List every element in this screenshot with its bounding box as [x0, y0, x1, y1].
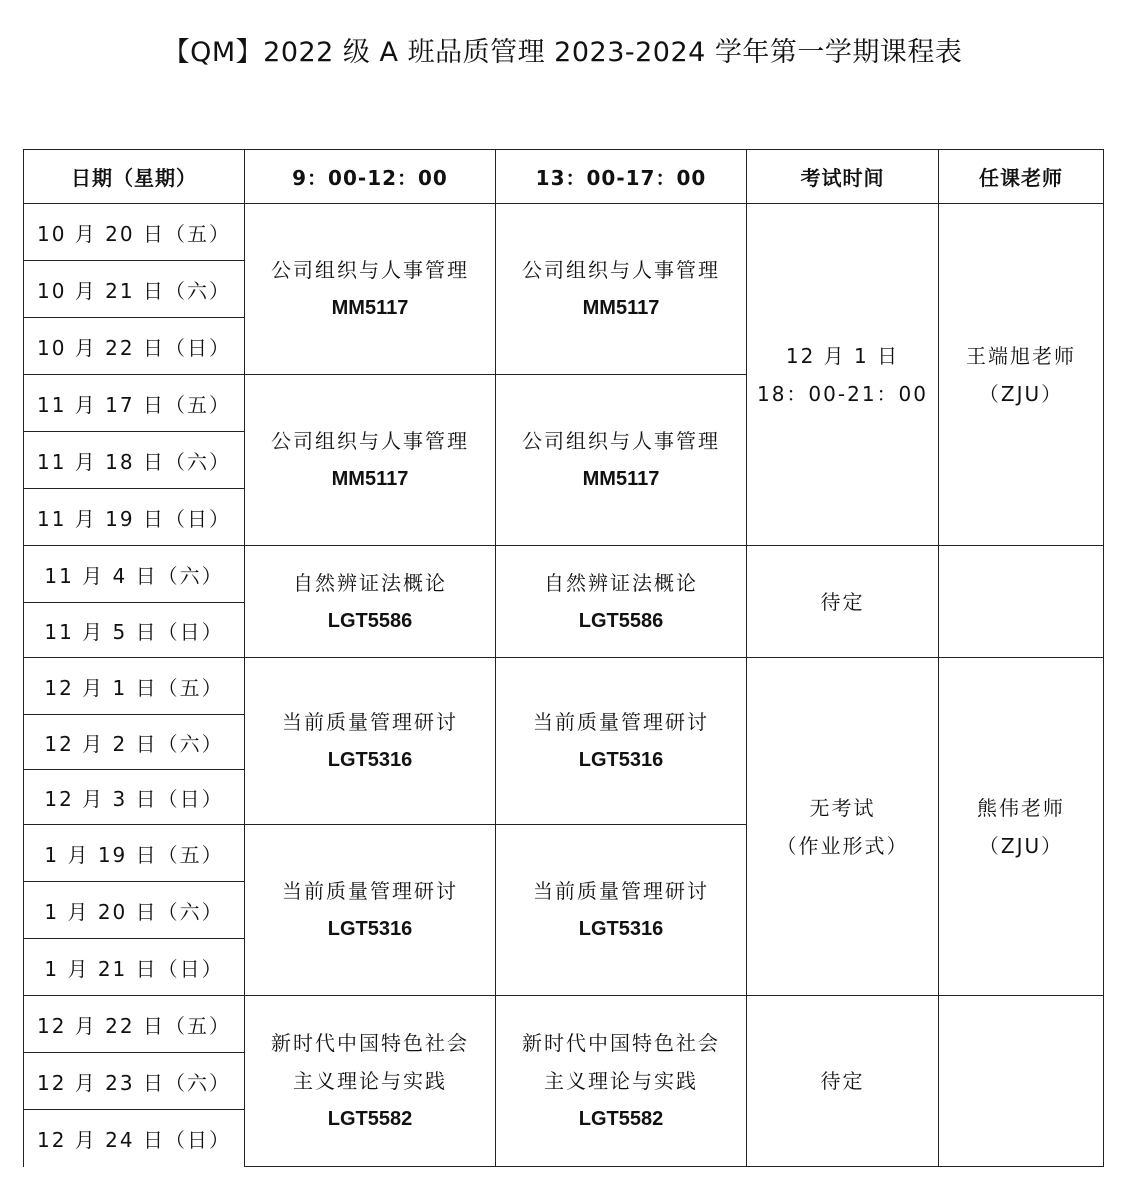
date-cell: 1 月 19 日（五） [24, 825, 245, 882]
course-code: LGT5316 [327, 749, 413, 771]
course-name-line-1: 新时代中国特色社会 [522, 1031, 720, 1055]
course-code: LGT5316 [327, 918, 413, 940]
course-cell-am [245, 825, 496, 996]
date-cell: 10 月 20 日（五） [24, 204, 245, 261]
course-code: LGT5316 [578, 749, 664, 771]
course-code: MM5117 [582, 468, 660, 490]
course-name: 当前质量管理研讨 [282, 879, 458, 903]
header-date: 日期（星期） [24, 150, 245, 204]
teacher-name: 熊伟老师 [977, 795, 1065, 820]
course-cell-pm [496, 204, 747, 375]
course-cell-am [245, 996, 496, 1167]
table-row [24, 996, 1104, 1053]
course-code: LGT5316 [578, 918, 664, 940]
exam-cell [747, 996, 939, 1167]
table-row [24, 204, 1104, 261]
course-code: MM5117 [331, 297, 409, 319]
teacher-org: （ZJU） [978, 381, 1064, 406]
course-name-line-2: 主义理论与实践 [544, 1069, 698, 1093]
course-cell-am [245, 375, 496, 546]
course-name-line-1: 新时代中国特色社会 [271, 1031, 469, 1055]
course-code: LGT5582 [578, 1108, 664, 1130]
course-code: LGT5586 [327, 609, 413, 632]
exam-note: 无考试 [809, 795, 876, 820]
exam-cell [747, 204, 939, 546]
course-name: 公司组织与人事管理 [522, 429, 720, 453]
course-cell-pm [496, 375, 747, 546]
exam-time: 18：00-21：00 [756, 381, 928, 406]
course-cell-pm [496, 825, 747, 996]
course-name: 自然辨证法概论 [544, 570, 698, 595]
header-exam: 考试时间 [747, 150, 939, 204]
teacher-cell [939, 204, 1104, 546]
date-cell: 11 月 5 日（日） [24, 603, 245, 658]
course-name-line-2: 主义理论与实践 [293, 1069, 447, 1093]
schedule-table [23, 149, 1104, 1167]
header-teacher: 任课老师 [939, 150, 1104, 204]
teacher-org: （ZJU） [978, 833, 1064, 858]
header-morning: 9：00-12：00 [245, 150, 496, 204]
date-cell: 12 月 22 日（五） [24, 996, 245, 1053]
course-code: LGT5582 [327, 1108, 413, 1130]
exam-tbd: 待定 [820, 1069, 865, 1093]
date-cell: 12 月 1 日（五） [24, 658, 245, 715]
exam-format: （作业形式） [776, 833, 909, 858]
course-cell-pm [496, 996, 747, 1167]
course-name: 自然辨证法概论 [293, 570, 447, 595]
course-cell-am [245, 658, 496, 825]
course-cell-pm [496, 546, 747, 658]
course-code: MM5117 [582, 297, 660, 319]
teacher-cell [939, 546, 1104, 658]
date-cell: 12 月 2 日（六） [24, 715, 245, 770]
course-name: 公司组织与人事管理 [271, 429, 469, 453]
date-cell: 12 月 3 日（日） [24, 770, 245, 825]
date-cell: 1 月 21 日（日） [24, 939, 245, 996]
header-row [24, 150, 1104, 204]
exam-tbd: 待定 [820, 589, 865, 614]
course-name: 当前质量管理研讨 [533, 710, 709, 734]
date-cell: 12 月 24 日（日） [24, 1110, 245, 1167]
teacher-cell [939, 996, 1104, 1167]
course-code: MM5117 [331, 468, 409, 490]
date-cell: 1 月 20 日（六） [24, 882, 245, 939]
date-cell: 11 月 17 日（五） [24, 375, 245, 432]
course-cell-pm [496, 658, 747, 825]
page-title: 【QM】2022 级 A 班品质管理 2023-2024 学年第一学期课程表 [162, 37, 963, 68]
course-code: LGT5586 [578, 609, 664, 632]
course-cell-am [245, 204, 496, 375]
header-afternoon: 13：00-17：00 [496, 150, 747, 204]
date-cell: 12 月 23 日（六） [24, 1053, 245, 1110]
table-row [24, 658, 1104, 715]
exam-cell [747, 658, 939, 996]
course-name: 公司组织与人事管理 [271, 258, 469, 282]
course-cell-am [245, 546, 496, 658]
date-cell: 11 月 18 日（六） [24, 432, 245, 489]
teacher-name: 王端旭老师 [966, 343, 1076, 368]
course-name: 公司组织与人事管理 [522, 258, 720, 282]
course-name: 当前质量管理研讨 [282, 710, 458, 734]
table-row [24, 546, 1104, 603]
exam-cell [747, 546, 939, 658]
date-cell: 11 月 19 日（日） [24, 489, 245, 546]
course-name: 当前质量管理研讨 [533, 879, 709, 903]
date-cell: 11 月 4 日（六） [24, 546, 245, 603]
date-cell: 10 月 21 日（六） [24, 261, 245, 318]
date-cell: 10 月 22 日（日） [24, 318, 245, 375]
teacher-cell [939, 658, 1104, 996]
exam-date: 12 月 1 日 [785, 343, 900, 368]
